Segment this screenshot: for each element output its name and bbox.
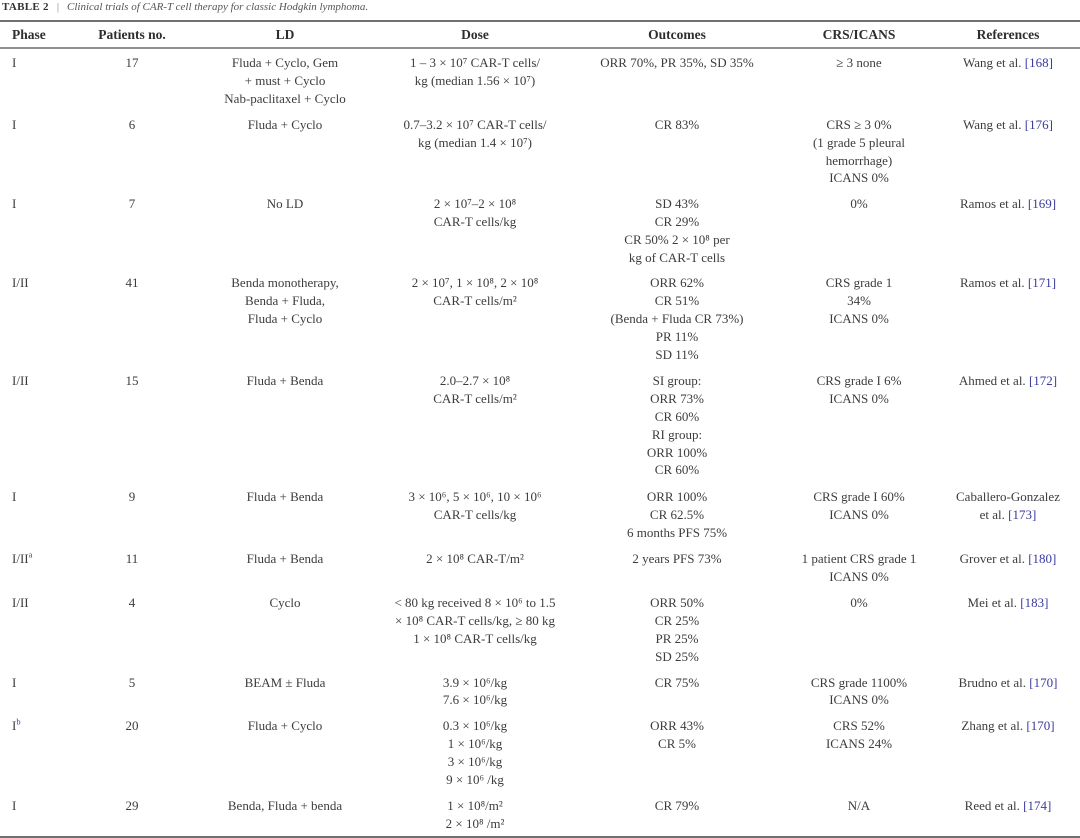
cell-outcomes-line: PR 25% — [655, 630, 699, 646]
cell-crs-icans-line: 0% — [850, 196, 868, 212]
reference-line — [938, 550, 1078, 568]
cell-outcomes-line: RI group: — [651, 426, 703, 442]
reference-link[interactable]: [170] — [1026, 718, 1055, 734]
cell-patients: 17 — [125, 55, 139, 70]
header-crs-icans: CRS/ICANS — [822, 26, 896, 42]
cell-outcomes — [572, 669, 782, 713]
cell-outcomes-line: ORR 100% — [646, 444, 708, 460]
cell-reference — [936, 48, 1080, 111]
table-row — [0, 111, 1080, 190]
cell-crs-icans-line: ICANS 0% — [829, 170, 889, 186]
cell-dose-line: CAR-T cells/m² — [433, 391, 517, 407]
phase-value: I/II — [12, 551, 29, 567]
cell-crs-icans-line: CRS grade I 6% — [816, 373, 902, 389]
cell-crs-icans-line: 0% — [850, 595, 868, 611]
cell-dose — [378, 545, 572, 589]
cell-ld-line: Benda + Fluda, — [245, 293, 325, 309]
cell-reference — [936, 190, 1080, 269]
reference-link[interactable]: [169] — [1027, 196, 1057, 212]
cell-crs-icans-line: 34% — [847, 293, 871, 309]
cell-reference — [936, 712, 1080, 792]
cell-ld-line: Fluda + Cyclo — [247, 117, 323, 132]
cell-patients: 41 — [125, 275, 139, 291]
reference-line — [938, 116, 1078, 134]
cell-crs-icans — [782, 669, 936, 713]
footnote-marker[interactable]: a — [28, 550, 33, 561]
header-patients: Patients no. — [98, 26, 166, 42]
cell-outcomes — [572, 269, 782, 367]
cell-dose-line: 9 × 10⁶ /kg — [446, 771, 504, 787]
reference-line — [938, 797, 1078, 815]
reference-line — [938, 717, 1078, 735]
cell-outcomes-line: ORR 43% — [650, 718, 704, 734]
phase-value: I/II — [12, 275, 29, 291]
cell-outcomes — [572, 111, 782, 190]
cell-dose-line: 0.7–3.2 × 10⁷ CAR-T cells/ — [403, 117, 547, 132]
cell-crs-icans — [782, 111, 936, 190]
reference-link[interactable]: [174] — [1023, 798, 1052, 814]
cell-ld-line: BEAM ± Fluda — [244, 674, 326, 690]
cell-patients: 11 — [125, 551, 139, 567]
cell-outcomes-line: CR 50% 2 × 10⁸ per — [624, 231, 730, 247]
cell-outcomes-line: SD 25% — [655, 648, 699, 664]
table-caption — [2, 0, 368, 18]
cell-phase — [0, 269, 72, 367]
cell-dose-line: CAR-T cells/kg — [433, 507, 517, 523]
phase-value: I — [12, 798, 17, 814]
cell-outcomes-line: kg of CAR-T cells — [628, 249, 726, 265]
reference-line — [938, 674, 1078, 692]
cell-ld-line: Fluda + Benda — [246, 551, 324, 567]
cell-ld — [192, 269, 378, 367]
cell-outcomes-line: CR 25% — [654, 613, 700, 629]
phase-value: I — [12, 117, 17, 132]
cell-outcomes — [572, 48, 782, 111]
cell-phase — [0, 712, 72, 792]
reference-line — [938, 372, 1078, 390]
cell-outcomes-line: CR 75% — [654, 674, 700, 690]
cell-outcomes — [572, 589, 782, 668]
cell-dose-line: 0.3 × 10⁶/kg — [442, 718, 508, 734]
cell-dose-line: 1 × 10⁸/m² — [447, 798, 503, 814]
cell-dose-line: 3.9 × 10⁶/kg — [442, 674, 508, 690]
cell-dose-line: < 80 kg received 8 × 10⁶ to 1.5 — [394, 595, 556, 611]
cell-dose-line: CAR-T cells/kg — [433, 213, 517, 229]
cell-outcomes-line: ORR 73% — [650, 391, 704, 407]
header-references: References — [976, 26, 1040, 42]
cell-outcomes-line: CR 60% — [654, 408, 700, 424]
cell-crs-icans-line: ICANS 0% — [829, 391, 889, 407]
cell-patients: 9 — [128, 489, 136, 505]
cell-crs-icans-line: (1 grade 5 pleural — [812, 134, 906, 150]
cell-ld — [192, 190, 378, 269]
cell-outcomes-line: CR 51% — [654, 293, 700, 309]
cell-phase — [0, 48, 72, 111]
cell-crs-icans — [782, 712, 936, 792]
phase-value: I/II — [12, 373, 29, 389]
cell-crs-icans — [782, 483, 936, 545]
cell-outcomes-line: ORR 100% — [646, 489, 708, 505]
cell-phase — [0, 190, 72, 269]
cell-crs-icans — [782, 545, 936, 589]
cell-ld-line: No LD — [266, 196, 304, 212]
table-body — [0, 48, 1080, 837]
reference-link[interactable]: [171] — [1027, 275, 1057, 291]
cell-outcomes-line: ORR 70%, PR 35%, SD 35% — [600, 55, 754, 70]
cell-crs-icans-line: ICANS 0% — [829, 310, 889, 326]
cell-crs-icans-line: ICANS 0% — [829, 507, 889, 523]
cell-dose-line: 7.6 × 10⁶/kg — [442, 692, 508, 708]
reference-link[interactable]: [183] — [1020, 595, 1049, 611]
cell-dose-line: × 10⁸ CAR-T cells/kg, ≥ 80 kg — [395, 613, 555, 629]
table-row — [0, 792, 1080, 837]
cell-crs-icans-line: CRS grade 1 — [825, 275, 893, 291]
reference-author: Mei et al. — [967, 595, 1021, 611]
cell-crs-icans-line: ICANS 24% — [825, 735, 893, 751]
cell-ld-line: Benda, Fluda + benda — [227, 798, 343, 814]
cell-dose — [378, 483, 572, 545]
cell-outcomes — [572, 367, 782, 483]
reference-author: Wang et al. — [963, 117, 1025, 132]
cell-reference — [936, 483, 1080, 545]
cell-outcomes-line: CR 83% — [654, 117, 700, 132]
cell-crs-icans — [782, 48, 936, 111]
cell-patients: 15 — [125, 373, 139, 389]
cell-dose — [378, 669, 572, 713]
cell-dose-line: kg (median 1.4 × 10⁷) — [417, 134, 533, 150]
cell-reference — [936, 269, 1080, 367]
cell-phase — [0, 792, 72, 837]
footnote-marker[interactable]: b — [16, 716, 21, 727]
cell-outcomes — [572, 545, 782, 589]
reference-line — [938, 594, 1078, 612]
cell-reference — [936, 669, 1080, 713]
cell-ld-line: Fluda + Cyclo, Gem — [231, 55, 339, 70]
cell-dose-line: 2.0–2.7 × 10⁸ — [439, 373, 511, 389]
cell-phase — [0, 111, 72, 190]
table-title: Clinical trials of CAR-T cell therapy for classic Hodgkin lymphoma. — [67, 1, 369, 13]
cell-reference — [936, 111, 1080, 190]
cell-phase — [0, 545, 72, 589]
cell-ld-line: Fluda + Benda — [246, 373, 324, 389]
reference-link[interactable]: [172] — [1028, 373, 1058, 389]
cell-dose-line: CAR-T cells/m² — [433, 293, 517, 309]
reference-link[interactable]: [170] — [1029, 674, 1058, 690]
cell-outcomes-line: SD 43% — [655, 196, 699, 212]
reference-author: Ahmed et al. — [958, 373, 1029, 389]
reference-author: Ramos et al. — [959, 275, 1028, 291]
cell-outcomes — [572, 190, 782, 269]
cell-ld — [192, 545, 378, 589]
header-dose: Dose — [461, 26, 489, 42]
cell-dose — [378, 367, 572, 483]
cell-crs-icans — [782, 589, 936, 668]
reference-line — [938, 195, 1078, 213]
phase-value: I/II — [12, 595, 29, 611]
cell-outcomes — [572, 483, 782, 545]
header-ld: LD — [275, 26, 295, 42]
cell-dose — [378, 48, 572, 111]
cell-dose — [378, 589, 572, 668]
clinical-trials-table — [0, 20, 1080, 838]
phase-value: I — [12, 489, 17, 505]
reference-link[interactable]: [173] — [1008, 507, 1037, 523]
cell-dose-line: 1 × 10⁶/kg — [447, 735, 503, 751]
cell-outcomes-line: CR 29% — [654, 213, 700, 229]
cell-crs-icans — [782, 367, 936, 483]
cell-dose-line: 1 – 3 × 10⁷ CAR-T cells/ — [409, 55, 541, 70]
cell-crs-icans-line: hemorrhage) — [825, 152, 893, 168]
cell-dose — [378, 111, 572, 190]
header-phase: Phase — [12, 26, 46, 42]
cell-reference — [936, 792, 1080, 837]
table-row — [0, 190, 1080, 269]
reference-author: Reed et al. — [964, 798, 1024, 814]
cell-crs-icans — [782, 269, 936, 367]
phase-value: I — [12, 674, 17, 690]
cell-dose — [378, 712, 572, 792]
cell-phase — [0, 589, 72, 668]
cell-outcomes-line: CR 60% — [654, 462, 700, 478]
phase-value: I — [12, 196, 17, 212]
reference-author: et al. — [979, 507, 1009, 523]
table-row — [0, 589, 1080, 668]
cell-outcomes-line: CR 79% — [654, 798, 700, 814]
cell-crs-icans — [782, 792, 936, 837]
cell-crs-icans-line: CRS grade I 60% — [813, 489, 905, 505]
cell-ld — [192, 483, 378, 545]
table-row — [0, 269, 1080, 367]
cell-dose-line: kg (median 1.56 × 10⁷) — [414, 72, 536, 88]
cell-dose-line: 1 × 10⁸ CAR-T cells/kg — [413, 630, 537, 646]
cell-ld-line: Fluda + Benda — [246, 489, 324, 505]
cell-patients: 29 — [125, 798, 139, 814]
reference-author: Brudno et al. — [958, 674, 1030, 690]
cell-dose — [378, 190, 572, 269]
cell-outcomes-line: ORR 62% — [650, 275, 704, 291]
cell-crs-icans-line: 1 patient CRS grade 1 — [801, 551, 917, 567]
cell-ld-line: Nab-paclitaxel + Cyclo — [224, 90, 346, 106]
reference-line — [938, 274, 1078, 292]
cell-phase — [0, 367, 72, 483]
cell-patients: 4 — [128, 595, 136, 611]
cell-dose-line: 3 × 10⁶, 5 × 10⁶, 10 × 10⁶ — [408, 489, 542, 505]
cell-outcomes-line: (Benda + Fluda CR 73%) — [610, 310, 744, 326]
reference-line — [938, 54, 1078, 72]
cell-crs-icans-line: CRS ≥ 3 0% — [826, 117, 892, 132]
cell-ld — [192, 111, 378, 190]
cell-dose-line: 2 × 10⁷, 1 × 10⁸, 2 × 10⁸ — [411, 275, 539, 291]
cell-ld-line: Cyclo — [269, 595, 301, 611]
cell-crs-icans-line: CRS grade 1100% — [810, 674, 908, 690]
table-label: TABLE 2 — [2, 1, 49, 13]
cell-dose-line: 2 × 10⁷–2 × 10⁸ — [433, 196, 517, 212]
cell-outcomes — [572, 712, 782, 792]
table-row — [0, 483, 1080, 545]
table-row — [0, 545, 1080, 589]
cell-patients: 7 — [128, 196, 136, 212]
reference-line — [938, 488, 1078, 506]
table-row — [0, 48, 1080, 111]
cell-phase — [0, 669, 72, 713]
cell-ld-line: Fluda + Cyclo — [247, 310, 323, 326]
caption-separator: | — [56, 1, 60, 13]
cell-outcomes-line: SI group: — [652, 373, 702, 389]
cell-ld — [192, 712, 378, 792]
cell-crs-icans-line: ICANS 0% — [829, 692, 889, 708]
header-row — [0, 21, 1080, 48]
cell-phase — [0, 483, 72, 545]
cell-ld — [192, 589, 378, 668]
cell-patients: 5 — [128, 674, 136, 690]
table-row — [0, 669, 1080, 713]
reference-link[interactable]: [180] — [1028, 551, 1057, 567]
cell-ld — [192, 792, 378, 837]
cell-outcomes — [572, 792, 782, 837]
cell-ld-line: Fluda + Cyclo — [247, 718, 323, 734]
table-header — [0, 21, 1080, 48]
cell-outcomes-line: PR 11% — [655, 328, 699, 344]
cell-outcomes-line: 6 months PFS 75% — [626, 524, 728, 540]
table-row — [0, 712, 1080, 792]
cell-outcomes-line: SD 11% — [655, 346, 699, 362]
reference-author: Caballero-Gonzalez — [956, 489, 1060, 505]
cell-outcomes-line: CR 62.5% — [649, 507, 705, 523]
cell-dose-line: 3 × 10⁶/kg — [447, 753, 503, 769]
cell-crs-icans-line: ≥ 3 none — [836, 55, 882, 70]
cell-crs-icans — [782, 190, 936, 269]
cell-crs-icans-line: ICANS 0% — [829, 569, 889, 585]
cell-ld — [192, 669, 378, 713]
cell-patients: 20 — [125, 718, 139, 734]
header-outcomes: Outcomes — [648, 26, 706, 42]
cell-reference — [936, 545, 1080, 589]
cell-dose — [378, 269, 572, 367]
reference-author: Zhang et al. — [961, 718, 1027, 734]
cell-dose — [378, 792, 572, 837]
cell-ld-line: Benda monotherapy, — [231, 275, 339, 291]
cell-dose-line: 2 × 10⁸ /m² — [445, 815, 505, 831]
cell-outcomes-line: ORR 50% — [650, 595, 704, 611]
reference-author: Wang et al. — [963, 55, 1025, 70]
cell-reference — [936, 589, 1080, 668]
cell-ld — [192, 367, 378, 483]
cell-reference — [936, 367, 1080, 483]
cell-crs-icans-line: N/A — [847, 798, 871, 814]
reference-author: Grover et al. — [959, 551, 1029, 567]
cell-patients: 6 — [128, 117, 136, 132]
cell-ld — [192, 48, 378, 111]
reference-author: Ramos et al. — [959, 196, 1028, 212]
phase-value: I — [12, 55, 17, 70]
reference-link[interactable]: [176] — [1024, 117, 1053, 132]
phase-value: I — [12, 718, 17, 734]
cell-crs-icans-line: CRS 52% — [833, 718, 885, 734]
cell-ld-line: + must + Cyclo — [244, 72, 326, 88]
clinical-trials-table-container — [0, 20, 1080, 838]
cell-dose-line: 2 × 10⁸ CAR-T/m² — [426, 551, 524, 567]
cell-outcomes-line: CR 5% — [658, 735, 696, 751]
reference-line — [938, 506, 1078, 524]
cell-outcomes-line: 2 years PFS 73% — [632, 551, 722, 567]
reference-link[interactable]: [168] — [1024, 55, 1053, 70]
table-row — [0, 367, 1080, 483]
